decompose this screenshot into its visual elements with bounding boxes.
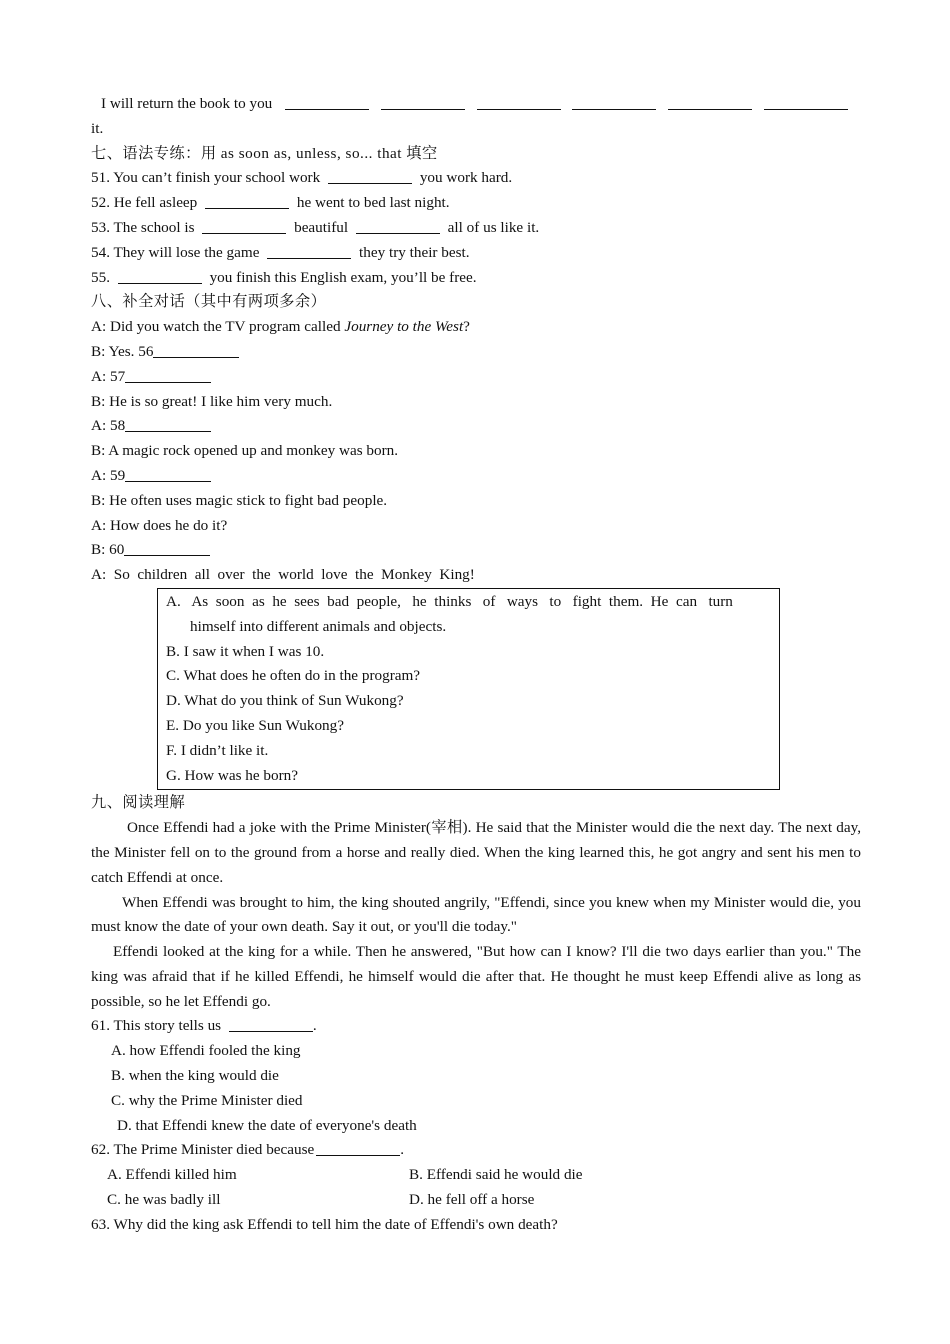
q62-option-b[interactable]: B. Effendi said he would die xyxy=(409,1166,583,1184)
dialog-line xyxy=(91,464,861,489)
q55 xyxy=(91,266,861,291)
answer-blank[interactable] xyxy=(356,219,440,234)
dialog-line: B: He often uses magic stick to fight bad people. xyxy=(91,491,388,509)
answer-blank[interactable] xyxy=(124,541,210,556)
answer-blank[interactable] xyxy=(267,244,351,259)
dialog-line: A: So children all over the world love the Monkey King! xyxy=(91,566,475,584)
q62-options-row2 xyxy=(91,1188,861,1213)
q53-pre: 53. The school is xyxy=(91,218,195,236)
dialog-line: A: How does he do it? xyxy=(91,516,228,534)
answer-blank[interactable] xyxy=(153,343,239,358)
q55-pre: 55. xyxy=(91,268,110,286)
sec9-heading: 九、阅读理解 xyxy=(91,794,186,812)
answer-blank[interactable] xyxy=(125,417,211,432)
q52-pre: 52. He fell asleep xyxy=(91,194,198,212)
q61-option-d[interactable]: D. that Effendi knew the date of everyone's death xyxy=(117,1116,417,1134)
q55-post: you finish this English exam, you’ll be free. xyxy=(209,268,477,286)
q61-stem-text: 61. This story tells us xyxy=(91,1017,222,1035)
option-a-cont: himself into different animals and objects. xyxy=(190,617,447,635)
q53 xyxy=(91,216,861,241)
answer-blank[interactable] xyxy=(316,1141,400,1156)
answer-blank[interactable] xyxy=(125,368,211,383)
dialog-line: B: A magic rock opened up and monkey was born. xyxy=(91,442,399,460)
q61-stem xyxy=(91,1014,861,1039)
sec7-heading: 七、语法专练：用 as soon as, unless, so... that 填空 xyxy=(91,144,438,162)
worksheet-page xyxy=(91,92,861,1238)
dialog-line: B: He is so great! I like him very much. xyxy=(91,392,333,410)
dialog-line xyxy=(91,340,861,365)
dialog-line xyxy=(91,538,861,563)
answer-blank[interactable] xyxy=(229,1017,313,1032)
answer-blank[interactable] xyxy=(285,95,369,110)
answer-blank[interactable] xyxy=(572,95,656,110)
q63-stem: 63. Why did the king ask Effendi to tell him the date of Effendi's own death? xyxy=(91,1215,558,1233)
sec8-heading: 八、补全对话（其中有两项多余） xyxy=(91,293,327,311)
dialog-text: A: Did you watch the TV program called xyxy=(91,318,345,336)
sec6-line2: it. xyxy=(91,119,104,137)
q62-stem-end: . xyxy=(400,1141,405,1159)
dialog-text: A: 59 xyxy=(91,466,126,484)
dialog-line xyxy=(91,414,861,439)
q61-option-b[interactable]: B. when the king would die xyxy=(111,1067,279,1085)
dialog-line xyxy=(91,365,861,390)
option-c: C. What does he often do in the program? xyxy=(166,667,421,685)
answer-blank[interactable] xyxy=(125,467,211,482)
q54-pre: 54. They will lose the game xyxy=(91,243,260,261)
reading-para-2: When Effendi was brought to him, the king shouted angrily, "Effendi, since you knew when my Minister would die, you must know the date of your own death. Say it out, or you'll die today." xyxy=(91,893,861,936)
reading-para-1: Once Effendi had a joke with the Prime Minister(宰相). He said that the Minister would die the next day. The next day, the Minister fell on to the ground from a horse and really died. When the king learned this, he got angry and sent his men to catch Effendi at once. xyxy=(91,819,861,886)
dialog-text: A: 58 xyxy=(91,417,126,435)
sec6-line xyxy=(91,92,861,117)
q51-pre: 51. You can’t finish your school work xyxy=(91,169,321,187)
option-f: F. I didn’t like it. xyxy=(166,741,269,759)
dialog-text: A: 57 xyxy=(91,367,126,385)
answer-blank[interactable] xyxy=(118,269,202,284)
answer-blank[interactable] xyxy=(764,95,848,110)
q51-post: you work hard. xyxy=(419,169,513,187)
q62-options-row1 xyxy=(91,1163,861,1188)
option-g: G. How was he born? xyxy=(166,766,299,784)
q61-option-c[interactable]: C. why the Prime Minister died xyxy=(111,1091,303,1109)
q54-post: they try their best. xyxy=(359,243,470,261)
sec6-lead: I will return the book to you xyxy=(101,95,273,112)
q54 xyxy=(91,241,861,266)
answer-blank[interactable] xyxy=(381,95,465,110)
q62-stem xyxy=(91,1138,861,1163)
answer-blank[interactable] xyxy=(205,194,289,209)
q62-option-a[interactable]: A. Effendi killed him xyxy=(107,1166,237,1184)
q61-stem-end: . xyxy=(312,1017,317,1035)
dialog-text: B: 60 xyxy=(91,541,125,559)
q61-option-a[interactable]: A. how Effendi fooled the king xyxy=(111,1042,301,1060)
q62-option-c[interactable]: C. he was badly ill xyxy=(107,1191,221,1209)
q62-option-d[interactable]: D. he fell off a horse xyxy=(409,1191,535,1209)
answer-blank[interactable] xyxy=(668,95,752,110)
q52-post: he went to bed last night. xyxy=(296,194,450,212)
option-e: E. Do you like Sun Wukong? xyxy=(166,716,344,734)
answer-blank[interactable] xyxy=(202,219,286,234)
reading-para-3: Effendi looked at the king for a while. Then he answered, "But how can I know? I'll die two days earlier than you." The king was afraid that if he killed Effendi, he himself would die after that. He thought he must keep Effendi alive as long as possible, so he let Effendi go. xyxy=(91,943,861,1010)
answer-blank[interactable] xyxy=(477,95,561,110)
dialog-text: B: Yes. 56 xyxy=(91,342,154,360)
q62-stem-text: 62. The Prime Minister died because xyxy=(91,1141,315,1159)
q53-post: all of us like it. xyxy=(447,218,540,236)
program-title: Journey to the West xyxy=(344,318,464,336)
q53-mid: beautiful xyxy=(294,218,349,236)
option-d: D. What do you think of Sun Wukong? xyxy=(166,692,404,710)
q52 xyxy=(91,191,861,216)
dialog-text: ? xyxy=(463,318,470,336)
q51 xyxy=(91,166,861,191)
dialog-line xyxy=(91,315,861,340)
option-b: B. I saw it when I was 10. xyxy=(166,642,325,660)
answer-blank[interactable] xyxy=(328,169,412,184)
options-box xyxy=(157,588,780,790)
option-a: A. As soon as he sees bad people, he thinks of ways to fight them. He can turn xyxy=(166,592,733,610)
